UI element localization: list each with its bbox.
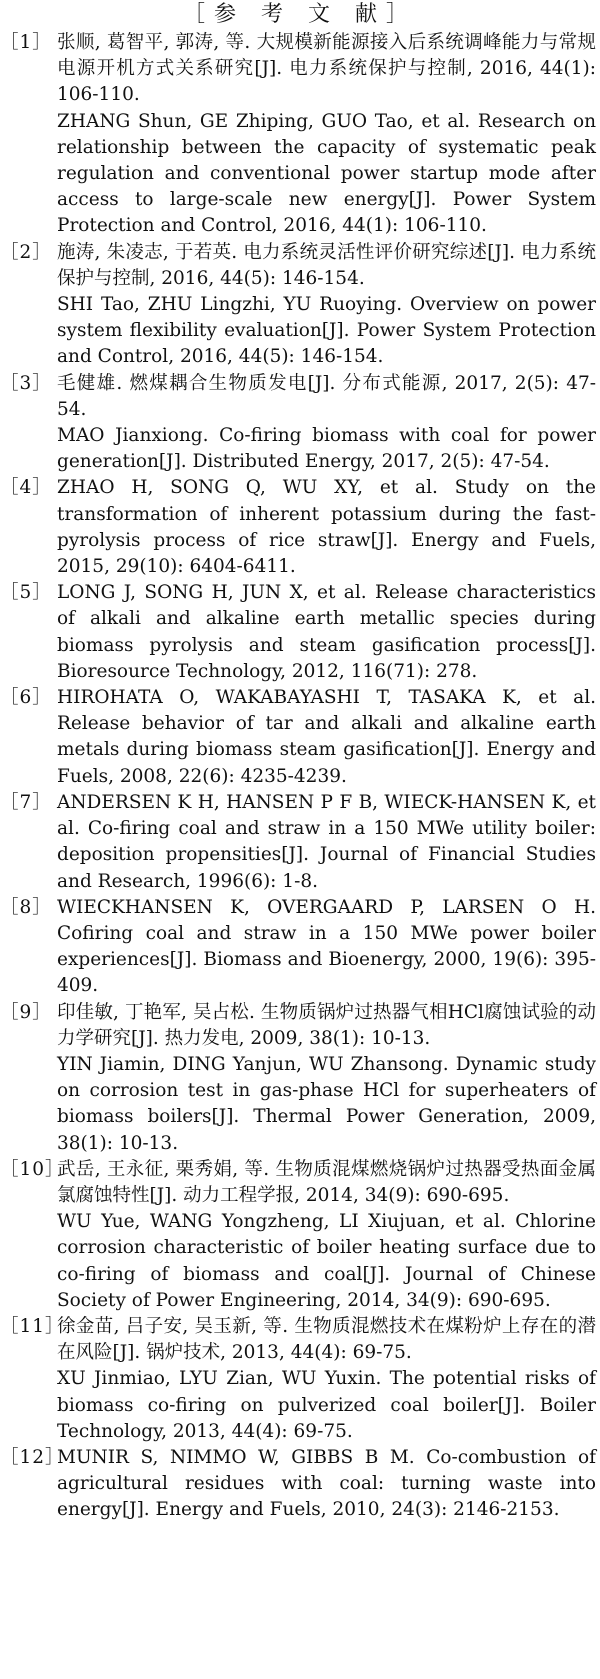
reference-text-chinese: 武岳, 王永征, 栗秀娟, 等. 生物质混煤燃烧锅炉过热器受热面金属氯腐蚀特性[J]. 动力工程学报, 2014, 34(9): 690-695. <box>57 1158 596 1206</box>
reference-number: ［11］ <box>0 1315 65 1337</box>
reference-text-chinese: 印佳敏, 丁艳军, 吴占松. 生物质锅炉过热器气相HCl腐蚀试验的动力学研究[J]. 热力发电, 2009, 38(1): 10-13. <box>57 1001 596 1049</box>
reference-text-english: YIN Jiamin, DING Yanjun, WU Zhansong. Dynamic study on corrosion test in gas-phase HCl for superheaters of biomass boilers[J]. Thermal Power Generation, 2009, 38(1): 10-13. <box>57 1053 596 1154</box>
reference-text-chinese: 徐金苗, 吕子安, 吴玉新, 等. 生物质混燃技术在煤粉炉上存在的潜在风险[J]. 锅炉技术, 2013, 44(4): 69-75. <box>57 1315 596 1364</box>
reference-item <box>0 1445 600 1524</box>
reference-text-chinese: 施涛, 朱凌志, 于若英. 电力系统灵活性评价研究综述[J]. 电力系统保护与控制, 2016, 44(5): 146-154. <box>57 241 596 289</box>
reference-text-english: WU Yue, WANG Yongzheng, LI Xiujuan, et al. Chlorine corrosion characteristic of boiler heating surface due to co-firing of biomass and coal[J]. Journal of Chinese Society of Power Engineering, 2014, 34(9): 690-695. <box>57 1211 596 1311</box>
reference-item <box>0 371 600 476</box>
reference-text-english: HIROHATA O, WAKABAYASHI T, TASAKA K, et al. Release behavior of tar and alkali and alkaline earth metals during biomass steam gasification[J]. Energy and Fuels, 2008, 22(6): 4235-4239. <box>57 687 596 787</box>
reference-item <box>0 895 600 1000</box>
reference-list <box>0 30 600 1524</box>
reference-item <box>0 30 600 240</box>
reference-item <box>0 685 600 790</box>
reference-number: ［8］ <box>0 896 52 918</box>
reference-number: ［6］ <box>0 687 52 709</box>
reference-number: ［2］ <box>0 241 52 263</box>
reference-item <box>0 1314 600 1445</box>
reference-text-english: ANDERSEN K H, HANSEN P F B, WIECK-HANSEN K, et al. Co-firing coal and straw in a 150 MWe utility boiler: deposition propensities[J]. Journal of Financial Studies and Research, 1996(6): 1-8. <box>57 791 596 892</box>
reference-text-english: SHI Tao, ZHU Lingzhi, YU Ruoying. Overview on power system flexibility evaluation[J]. Power System Protection and Control, 2016, 44(5): 146-154. <box>57 294 596 368</box>
reference-item <box>0 1157 600 1314</box>
reference-text-english: LONG J, SONG H, JUN X, et al. Release characteristics of alkali and alkaline earth metallic species during biomass pyrolysis and steam gasification process[J]. Bioresource Technology, 2012, 116(71): 278. <box>57 582 596 682</box>
reference-text-english: XU Jinmiao, LYU Zian, WU Yuxin. The potential risks of biomass co-firing on pulverized coal boiler[J]. Boiler Technology, 2013, 44(4): 69-75. <box>57 1368 596 1442</box>
reference-text-english: ZHANG Shun, GE Zhiping, GUO Tao, et al. Research on relationship between the capacity of systematic peak regulation and conventional power startup mode after access to large-scale new energy[J]. Power System Protection and Control, 2016, 44(1): 106-110. <box>57 110 596 237</box>
reference-text-chinese: 毛健雄. 燃煤耦合生物质发电[J]. 分布式能源, 2017, 2(5): 47-54. <box>57 372 596 420</box>
reference-number: ［1］ <box>0 32 52 53</box>
reference-number: ［10］ <box>0 1158 65 1180</box>
reference-item <box>0 580 600 685</box>
reference-text-english: ZHAO H, SONG Q, WU XY, et al. Study on the transformation of inherent potassium during the fast-pyrolysis process of rice straw[J]. Energy and Fuels, 2015, 29(10): 6404-6411. <box>57 477 596 578</box>
reference-item <box>0 790 600 895</box>
reference-item <box>0 1000 600 1157</box>
reference-number: ［12］ <box>0 1446 65 1468</box>
reference-number: ［9］ <box>0 1001 52 1023</box>
reference-item <box>0 240 600 371</box>
reference-text-chinese: 张顺, 葛智平, 郭涛, 等. 大规模新能源接入后系统调峰能力与常规电源开机方式关系研究[J]. 电力系统保护与控制, 2016, 44(1): 106-110. <box>57 32 596 106</box>
reference-number: ［4］ <box>0 477 52 499</box>
reference-text-english: WIECKHANSEN K, OVERGAARD P, LARSEN O H. Cofiring coal and straw in a 150 MWe power boiler experiences[J]. Biomass and Bioenergy, 2000, 19(6): 395-409. <box>57 896 596 997</box>
reference-text-english: MUNIR S, NIMMO W, GIBBS B M. Co-combustion of agricultural residues with coal: turning waste into energy[J]. Energy and Fuels, 2010, 24(3): 2146-2153. <box>57 1446 596 1521</box>
reference-number: ［7］ <box>0 791 52 813</box>
reference-number: ［3］ <box>0 372 52 394</box>
reference-item <box>0 475 600 580</box>
reference-number: ［5］ <box>0 582 52 604</box>
reference-text-english: MAO Jianxiong. Co-firing biomass with coal for power generation[J]. Distributed Energy, 2017, 2(5): 47-54. <box>57 425 596 473</box>
references-heading: ［参 考 文 献］ <box>183 2 417 27</box>
